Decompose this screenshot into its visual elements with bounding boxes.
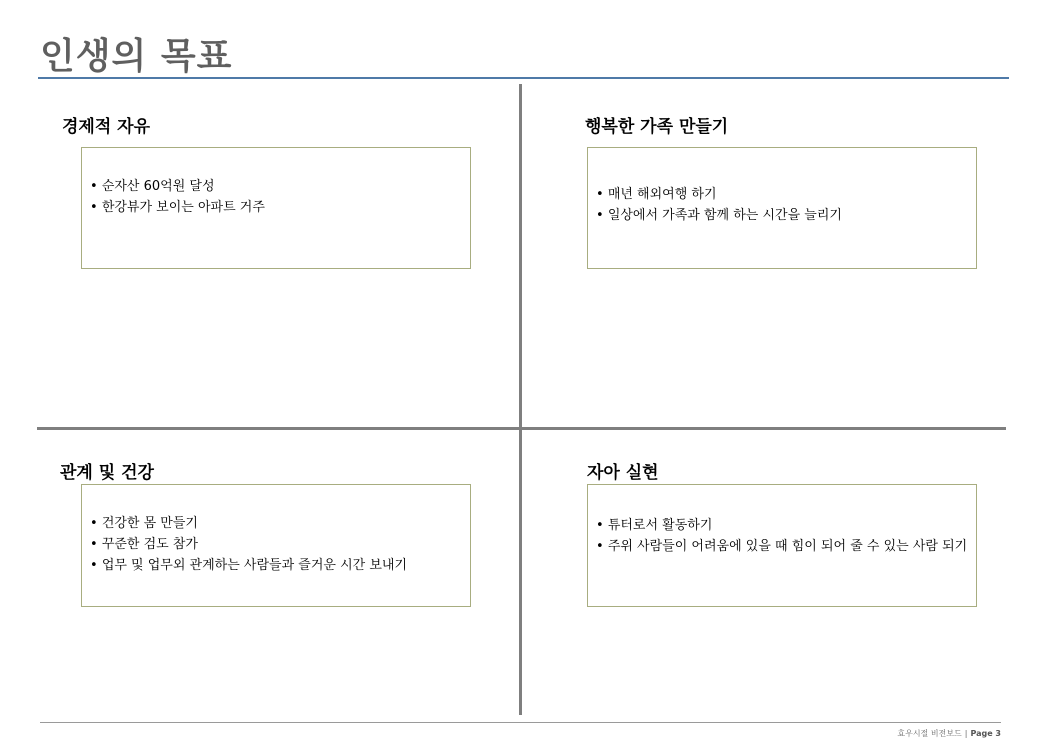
quadrant-title-happy-family: 행복한 가족 만들기 bbox=[585, 117, 729, 137]
footer-doc-name: 효우시절 비전보드 bbox=[897, 729, 962, 738]
goal-list bbox=[90, 178, 462, 216]
horizontal-divider bbox=[37, 427, 1006, 430]
title-underline bbox=[38, 77, 1009, 79]
goal-box-relationships-health bbox=[81, 484, 471, 607]
goal-item: • 튜터로서 활동하기 bbox=[596, 517, 968, 534]
goal-item: • 건강한 몸 만들기 bbox=[90, 515, 462, 532]
page-footer bbox=[897, 728, 1001, 739]
goal-item: • 일상에서 가족과 함께 하는 시간을 늘리기 bbox=[596, 207, 968, 224]
goal-item: • 매년 해외여행 하기 bbox=[596, 186, 968, 203]
goal-box-self-realization bbox=[587, 484, 977, 607]
goal-item: • 주위 사람들이 어려움에 있을 때 힘이 되어 줄 수 있는 사람 되기 bbox=[596, 538, 968, 555]
goal-item: • 업무 및 업무외 관계하는 사람들과 즐거운 시간 보내기 bbox=[90, 557, 462, 574]
goal-box-happy-family bbox=[587, 147, 977, 269]
quadrant-title-financial-freedom: 경제적 자유 bbox=[62, 117, 151, 137]
goal-item: • 한강뷰가 보이는 아파트 거주 bbox=[90, 199, 462, 216]
quadrant-title-relationships-health: 관계 및 건강 bbox=[60, 463, 154, 483]
footer-divider bbox=[40, 722, 1001, 723]
quadrant-title-self-realization: 자아 실현 bbox=[587, 463, 659, 483]
goal-list bbox=[596, 186, 968, 224]
footer-separator: | bbox=[964, 729, 968, 738]
vertical-divider bbox=[519, 84, 522, 715]
goal-box-financial-freedom bbox=[81, 147, 471, 269]
page-title: 인생의 목표 bbox=[40, 36, 233, 77]
goal-item: • 꾸준한 검도 참가 bbox=[90, 536, 462, 553]
footer-page-number: Page 3 bbox=[970, 729, 1001, 738]
goal-list bbox=[90, 515, 462, 574]
goal-list bbox=[596, 517, 968, 555]
goal-item: • 순자산 60억원 달성 bbox=[90, 178, 462, 195]
